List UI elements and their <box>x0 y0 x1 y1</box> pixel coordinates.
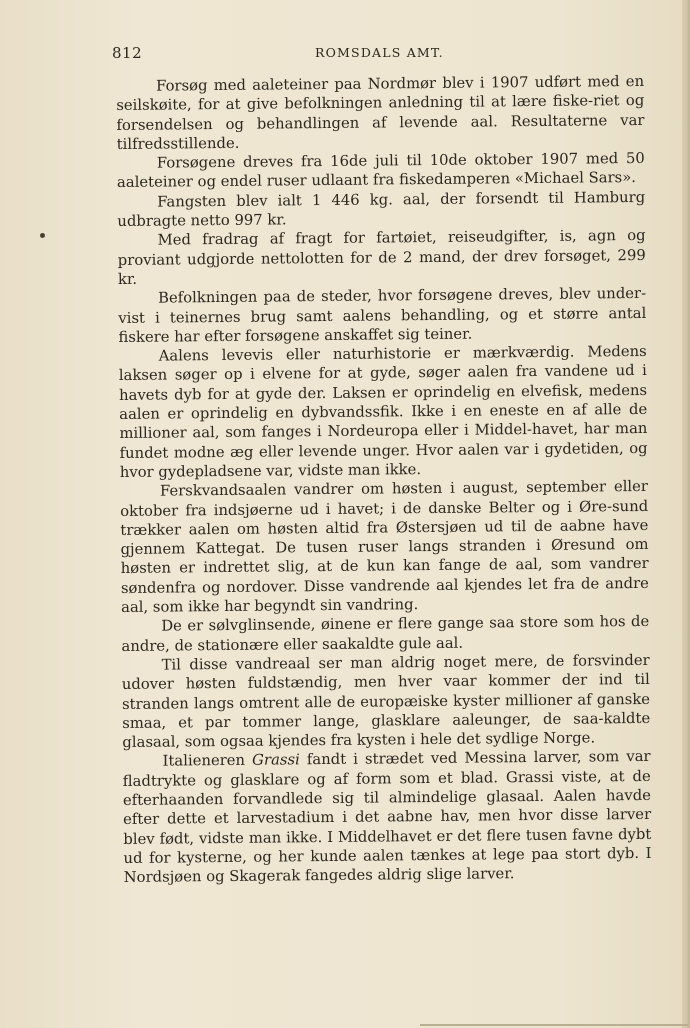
page-header <box>110 44 645 64</box>
paragraph: Med fradrag af fragt for fartøiet, reiseudgifter, is, agn og proviant udgjorde nettolotten for de 2 mand, der drev forsøget, 299 kr. <box>117 227 646 288</box>
paragraph: Fangsten blev ialt 1 446 kg. aal, der forsendt til Hamburg udbragte netto 997 kr. <box>117 188 646 231</box>
paragraph: Aalens levevis eller naturhistorie er mærkværdig. Medens laksen søger op i elvene for at gyde, søger aalen fra vandene ud i havets dyb for at gyde der. Laksen er oprindelig en elvefisk, medens aalen er oprindelig en dybvandssfik. Ikke i en eneste en af alle de millioner aal, som fanges i Nordeuropa eller i Middel-havet, har man fundet modne æg eller levende unger. Hvor aalen var i gydetiden, og hvor gydepladsene var, vidste man ikke. <box>118 343 648 481</box>
body-text <box>116 72 652 887</box>
page-edge <box>682 0 690 1028</box>
paragraph: Til disse vandreaal ser man aldrig noget mere, de forsvinder udover høsten fuldstændig, men hver vaar kommer der ind til stranden langs omtrent alle de europæiske kyster millioner af ganske smaa, et par tommer lange, glasklare aaleunger, de saa-kaldte glasaal, som ogsaa kjendes fra kysten i hele det sydlige Norge. <box>121 651 651 752</box>
running-title: ROMSDALS AMT. <box>315 45 444 60</box>
paragraph: Befolkningen paa de steder, hvor forsøgene dreves, blev under-vist i teinernes brug samt aalens behandling, og et større antal fiskere har efter forsøgene anskaffet sig teiner. <box>118 285 647 346</box>
paragraph: Forsøgene dreves fra 16de juli til 10de oktober 1907 med 50 aaleteiner og endel ruser udlaant fra fiskedamperen «Michael Sars». <box>116 150 645 192</box>
paragraph: De er sølvglinsende, øinene er flere gange saa store som hos de andre, de stationære eller saakaldte gule aal. <box>121 613 650 655</box>
paragraph-last <box>122 747 651 887</box>
text-run: fandt i strædet ved Messina larver, som var fladtrykte og glasklare og af form som et blad. Grassi viste, at de efterhaanden forvandlede sig til almindelige glasaal. Aalen havde efter dette et larvestadium i det aabne hav, men hvor disse larver blev født, vidste man ikke. I Middelhavet er det flere tusen favne dybt ud for kysterne, og her kunde aalen tænkes at lege paa stort dyb. I Nordsjøen og Skagerak fangedes aldrig slige larver. <box>122 748 652 887</box>
page-edge-bottom <box>420 1024 688 1026</box>
paragraph: Forsøg med aaleteiner paa Nordmør blev i 1907 udført med en seilskøite, for at give befolkningen anledning til at lære fiske-riet og forsendelsen og behandlingen af levende aal. Resultaterne var tilfredsstillende. <box>116 72 645 153</box>
text-run: Italieneren <box>162 752 253 770</box>
paragraph: Ferskvandsaalen vandrer om høsten i august, september eller oktober fra indsjøerne ud i havet; i de danske Belter og i Øre-sund trækker aalen om høsten altid fra Østersjøen ud til de aabne have gjennem Kattegat. De tusen ruser langs stranden i Øresund om høsten er indrettet slig, at de kun kan fange de aal, som vandrer søndenfra og nordover. Disse vandrende aal kjendes let fra de andre aal, som ikke har begyndt sin vandring. <box>120 478 649 616</box>
italic-name: Grassi <box>252 751 300 770</box>
margin-mark <box>40 233 45 238</box>
page-number: 812 <box>112 44 143 62</box>
